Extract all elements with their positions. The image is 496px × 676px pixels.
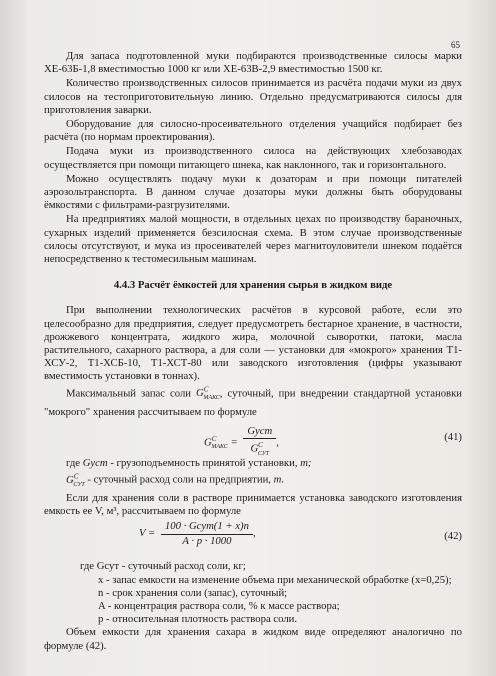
definition-line: p - относительная плотность раствора соли. xyxy=(98,613,298,626)
definition-line: n - срок хранения соли (запас), суточный; xyxy=(98,586,288,599)
paragraph: При выполнении технологических расчётов в курсовой работе, если это целесообразно для предприятия, следует предусмотреть бестарное хранение, в частности, дрожжевого концентрата, жидкого жира, молочной сыворотки, патоки, масла растительного, сахарного раствора, а для соли — установки для «мокрого» хранения Т1-ХСУ-2, Т1-ХСБ-10, Т1-ХСТ-80 или заводского изготовления (цифры указывают вместимость установки в тоннах). xyxy=(44,304,462,383)
paragraph: Количество производственных силосов принимается из расчёта подачи муки из двух силосов на тестоприготовительную линию. Отдельно предусматриваются силосы для приготовления заварки. xyxy=(44,77,462,116)
definition-line: где Gсут - суточный расход соли, кг; xyxy=(80,560,246,573)
paragraph: Подача муки из производственного силоса на действующих хлебозаводах осуществляется при помощи питающего шнека, как наклонного, так и горизонтального. xyxy=(44,145,462,171)
formula-number: (42) xyxy=(444,530,462,543)
formula-42: V = $\frac{\text{100 · Gсут(1 + х)n}}{A \cdot p \cdot 1000}$ , (42) xyxy=(139,520,462,547)
paragraph: Если для хранения соли в растворе принимается установка заводского изготовления емкость ее V, м³, рассчитываем по формуле xyxy=(44,491,462,518)
formula-41: $G^C_{МАКС}$ = $\frac{\text{Gyст}}{G^C_{СУТ}}$ , (41) xyxy=(44,421,462,455)
paragraph: Максимальный запас соли $G^C_{МАКС}$, суточный, при внедрении стандартной установки "мокрого" хранения рассчитываем по формуле xyxy=(44,385,463,418)
definition-line: A - концентрация раствора соли, % к массе раствора; xyxy=(98,599,340,612)
paragraph: Оборудование для силосно-просеивательного отделения учащийся подбирает без расчёта (по нормам проектирования). xyxy=(44,118,462,144)
section-heading: 4.4.3 Расчёт ёмкостей для хранения сырья в жидком виде xyxy=(113,279,393,292)
definition-line: где Gyст - грузоподъемность принятой установки, т; xyxy=(66,456,312,469)
paragraph: На предприятиях малой мощности, в отдельных цехах по производству бараночных, сухарных изделий применяется безсилосная схема. В этом случае производственные силосы отсутствуют, и мука из просеивателей через магнитоуловители шнеком подаётся непосредственно к тестомесильным машинам. xyxy=(44,213,462,266)
formula-number: (41) xyxy=(444,430,462,443)
page-content xyxy=(44,50,462,653)
paragraph: Можно осуществлять подачу муки к дозаторам и при помощи питателей аэрозольтранспорта. В данном случае дозаторы муки должны быть оборудованы ёмкостями с фильтрами-разгрузителями. xyxy=(44,172,462,212)
paragraph: Объем емкости для хранения сахара в жидком виде определяют аналогично по формуле (42). xyxy=(44,626,462,652)
definition-line: x - запас емкости на изменение объема при механической обработке (x=0,25); xyxy=(98,573,452,586)
paragraph: Для запаса подготовленной муки подбираются производственные силосы марки ХЕ-63Б-1,8 вместимостью 1000 кг или ХЕ-63В-2,9 вместимостью 1500 кг. xyxy=(44,50,462,76)
fraction: $\frac{\text{Gyст}}{G^C_{СУТ}}$ xyxy=(243,425,276,461)
definition-line: $G^С_{СУТ}$ - суточный расход соли на предприятии, т. xyxy=(66,471,285,488)
page-number: 65 xyxy=(451,40,460,50)
fraction: $\frac{\text{100 · Gсут(1 + х)n}}{A \cdot p \cdot 1000}$ xyxy=(161,520,253,547)
